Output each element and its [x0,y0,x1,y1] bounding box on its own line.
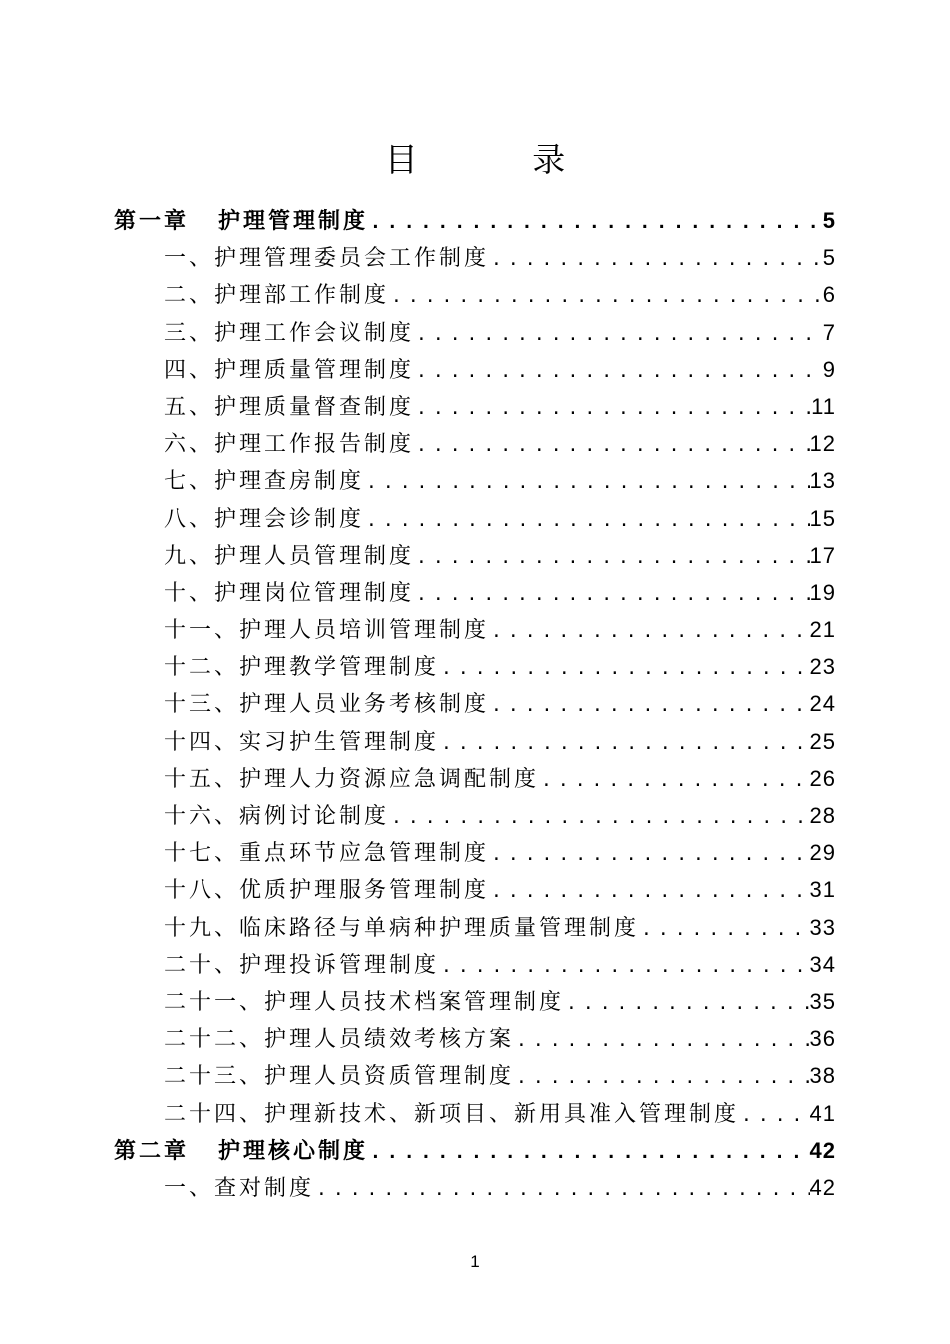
toc-entry-page: 24 [809,691,836,717]
chapter-title: 护理管理制度 [218,209,369,234]
toc-entry[interactable] [114,797,836,834]
dot-leader [414,316,823,353]
toc-entry[interactable] [114,723,836,760]
toc-entry[interactable] [114,611,836,648]
toc-entry-title: 八、护理会诊制度 [164,506,365,532]
toc-entry[interactable] [114,946,836,983]
dot-leader [314,1171,810,1208]
toc-entry[interactable] [114,574,836,611]
toc-entry-page: 33 [809,914,836,940]
chapter-page-number: 5 [822,208,836,233]
toc-entry[interactable] [114,983,836,1020]
toc-entry-page: 31 [809,877,836,903]
toc-entry-title: 四、护理质量管理制度 [164,357,415,383]
toc-entry[interactable] [114,239,836,276]
dot-leader [368,204,823,241]
dot-leader [489,873,810,910]
toc-chapter-1[interactable] [114,202,836,239]
toc-entry-page: 19 [809,579,836,605]
dot-leader [439,948,810,985]
toc-entry-page: 23 [809,654,836,680]
toc-entry-title: 三、护理工作会议制度 [164,320,415,346]
dot-leader [414,390,811,427]
toc-entry-page: 42 [809,1174,836,1200]
table-of-contents [114,202,836,1206]
dot-leader [414,427,810,464]
page-title: 目 录 [384,140,618,179]
toc-entry-page: 7 [822,319,836,345]
dot-leader [439,650,810,687]
dot-leader [414,576,810,613]
toc-entry-page: 41 [809,1100,836,1126]
toc-entry[interactable] [114,648,836,685]
toc-entry-title: 二十四、护理新技术、新项目、新用具准入管理制度 [164,1101,740,1127]
dot-leader [414,353,823,390]
toc-entry-page: 28 [809,803,836,828]
toc-entry-title: 五、护理质量督查制度 [164,394,415,420]
toc-entry-page: 29 [809,840,836,866]
toc-entry-page: 6 [822,282,836,308]
toc-entry[interactable] [114,276,836,313]
page-number: 1 [470,1252,480,1271]
toc-entry-page: 9 [822,356,836,382]
toc-entry[interactable] [114,314,836,351]
toc-entry-page: 21 [809,617,836,643]
toc-entry[interactable] [114,462,836,499]
toc-entry[interactable] [114,1169,836,1206]
dot-leader [489,241,823,278]
toc-entry[interactable] [114,500,836,537]
dot-leader [389,278,823,315]
toc-entry[interactable] [114,1020,836,1057]
dot-leader [389,799,810,836]
toc-entry-page: 17 [809,542,836,568]
toc-entry-page: 25 [809,728,836,754]
toc-entry-title: 十四、实习护生管理制度 [164,729,440,755]
dot-leader [739,1097,810,1134]
dot-leader [368,1134,810,1171]
toc-entry-page: 15 [809,505,836,531]
toc-entry-title: 十二、护理教学管理制度 [164,655,440,681]
chapter-title: 护理核心制度 [218,1138,369,1164]
toc-entry-title: 十九、临床路径与单病种护理质量管理制度 [164,915,640,941]
toc-entry-title: 二十、护理投诉管理制度 [164,952,440,978]
toc-entry-page: 26 [809,765,836,791]
toc-entry[interactable] [114,425,836,462]
toc-entry[interactable] [114,351,836,388]
toc-entry-title: 二十三、护理人员资质管理制度 [164,1064,515,1090]
dot-leader [514,1022,810,1059]
toc-entry-title: 一、查对制度 [164,1175,315,1201]
toc-entry-title: 二、护理部工作制度 [164,283,390,309]
toc-entry-page: 38 [809,1063,836,1089]
toc-entry-page: 35 [809,988,836,1014]
chapter-number: 第二章 [114,1138,190,1164]
toc-entry[interactable] [114,685,836,722]
toc-entry-title: 十六、病例讨论制度 [164,804,390,829]
toc-entry-title: 二十一、护理人员技术档案管理制度 [164,989,565,1015]
chapter-number: 第一章 [114,209,190,234]
dot-leader [439,725,810,762]
toc-entry[interactable] [114,1095,836,1132]
toc-entry-page: 34 [809,951,836,977]
toc-entry-page: 11 [811,393,836,419]
dot-leader [539,762,810,799]
chapter-page-number: 42 [809,1137,836,1163]
toc-entry-title: 十七、重点环节应急管理制度 [164,841,490,867]
toc-entry[interactable] [114,834,836,871]
toc-entry[interactable] [114,388,836,425]
dot-leader [364,464,810,501]
toc-entry-page: 5 [822,245,836,271]
toc-entry-title: 一、护理管理委员会工作制度 [164,246,490,272]
toc-entry-title: 六、护理工作报告制度 [164,432,415,458]
toc-entry-title: 十三、护理人员业务考核制度 [164,692,490,718]
dot-leader [364,502,810,539]
dot-leader [489,613,810,650]
toc-entry-title: 十、护理岗位管理制度 [164,580,415,606]
dot-leader [489,687,810,724]
toc-entry[interactable] [114,909,836,946]
toc-entry[interactable] [114,1057,836,1094]
dot-leader [489,836,810,873]
dot-leader [564,985,810,1022]
toc-entry-title: 十八、优质护理服务管理制度 [164,878,490,904]
toc-entry[interactable] [114,537,836,574]
dot-leader [639,911,810,948]
toc-entry-page: 36 [809,1026,836,1052]
toc-entry[interactable] [114,871,836,908]
toc-entry-title: 十一、护理人员培训管理制度 [164,618,490,644]
toc-chapter-2[interactable] [114,1132,836,1169]
toc-entry-title: 七、护理查房制度 [164,469,365,495]
toc-entry[interactable] [114,760,836,797]
toc-entry-title: 九、护理人员管理制度 [164,543,415,569]
dot-leader [414,539,810,576]
toc-entry-page: 13 [809,468,836,494]
dot-leader [514,1059,810,1096]
toc-entry-page: 12 [809,431,836,457]
toc-entry-title: 十五、护理人力资源应急调配制度 [164,766,540,792]
toc-entry-title: 二十二、护理人员绩效考核方案 [164,1027,515,1053]
